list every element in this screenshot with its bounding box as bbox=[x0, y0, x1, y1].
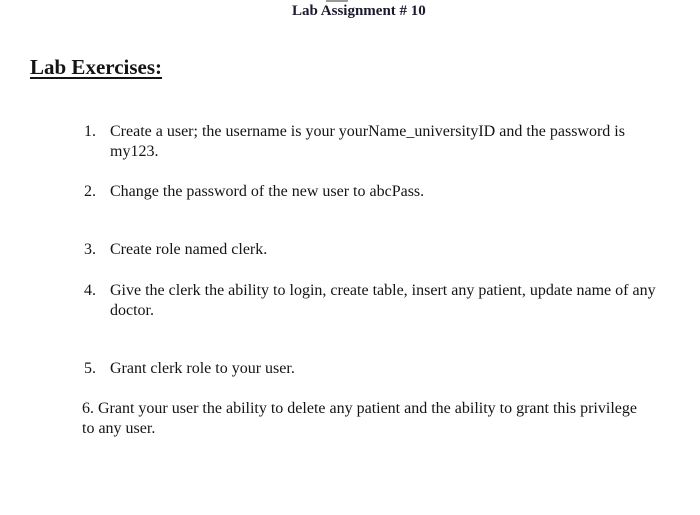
header-scan-mark bbox=[326, 0, 348, 2]
exercise-number: 5. bbox=[84, 360, 96, 377]
page-header: Lab Assignment # 10 bbox=[292, 3, 426, 19]
exercise-number: 4. bbox=[84, 282, 96, 299]
exercise-number: 6. bbox=[82, 400, 94, 417]
exercise-text: Create a user; the username is your yourName_universityID and the password is my123. bbox=[110, 123, 625, 160]
exercise-item-5 bbox=[84, 359, 674, 379]
exercise-item-1 bbox=[84, 122, 674, 162]
exercise-text: Create role named clerk. bbox=[110, 241, 268, 258]
exercise-number: 2. bbox=[84, 183, 96, 200]
exercise-item-2 bbox=[84, 182, 674, 202]
exercise-item-6 bbox=[82, 399, 642, 439]
exercise-item-3 bbox=[84, 240, 674, 260]
exercise-number: 1. bbox=[84, 123, 96, 140]
exercise-text: Grant clerk role to your user. bbox=[110, 360, 295, 377]
section-title: Lab Exercises: bbox=[30, 55, 163, 79]
exercise-text: Change the password of the new user to abcPass. bbox=[110, 183, 425, 200]
exercise-item-4 bbox=[84, 281, 684, 321]
exercise-number: 3. bbox=[84, 241, 96, 258]
exercise-text: Give the clerk the ability to login, create table, insert any patient, update name of any doctor. bbox=[110, 282, 656, 319]
exercise-text: Grant your user the ability to delete any patient and the ability to grant this privilege to any user. bbox=[82, 400, 637, 437]
